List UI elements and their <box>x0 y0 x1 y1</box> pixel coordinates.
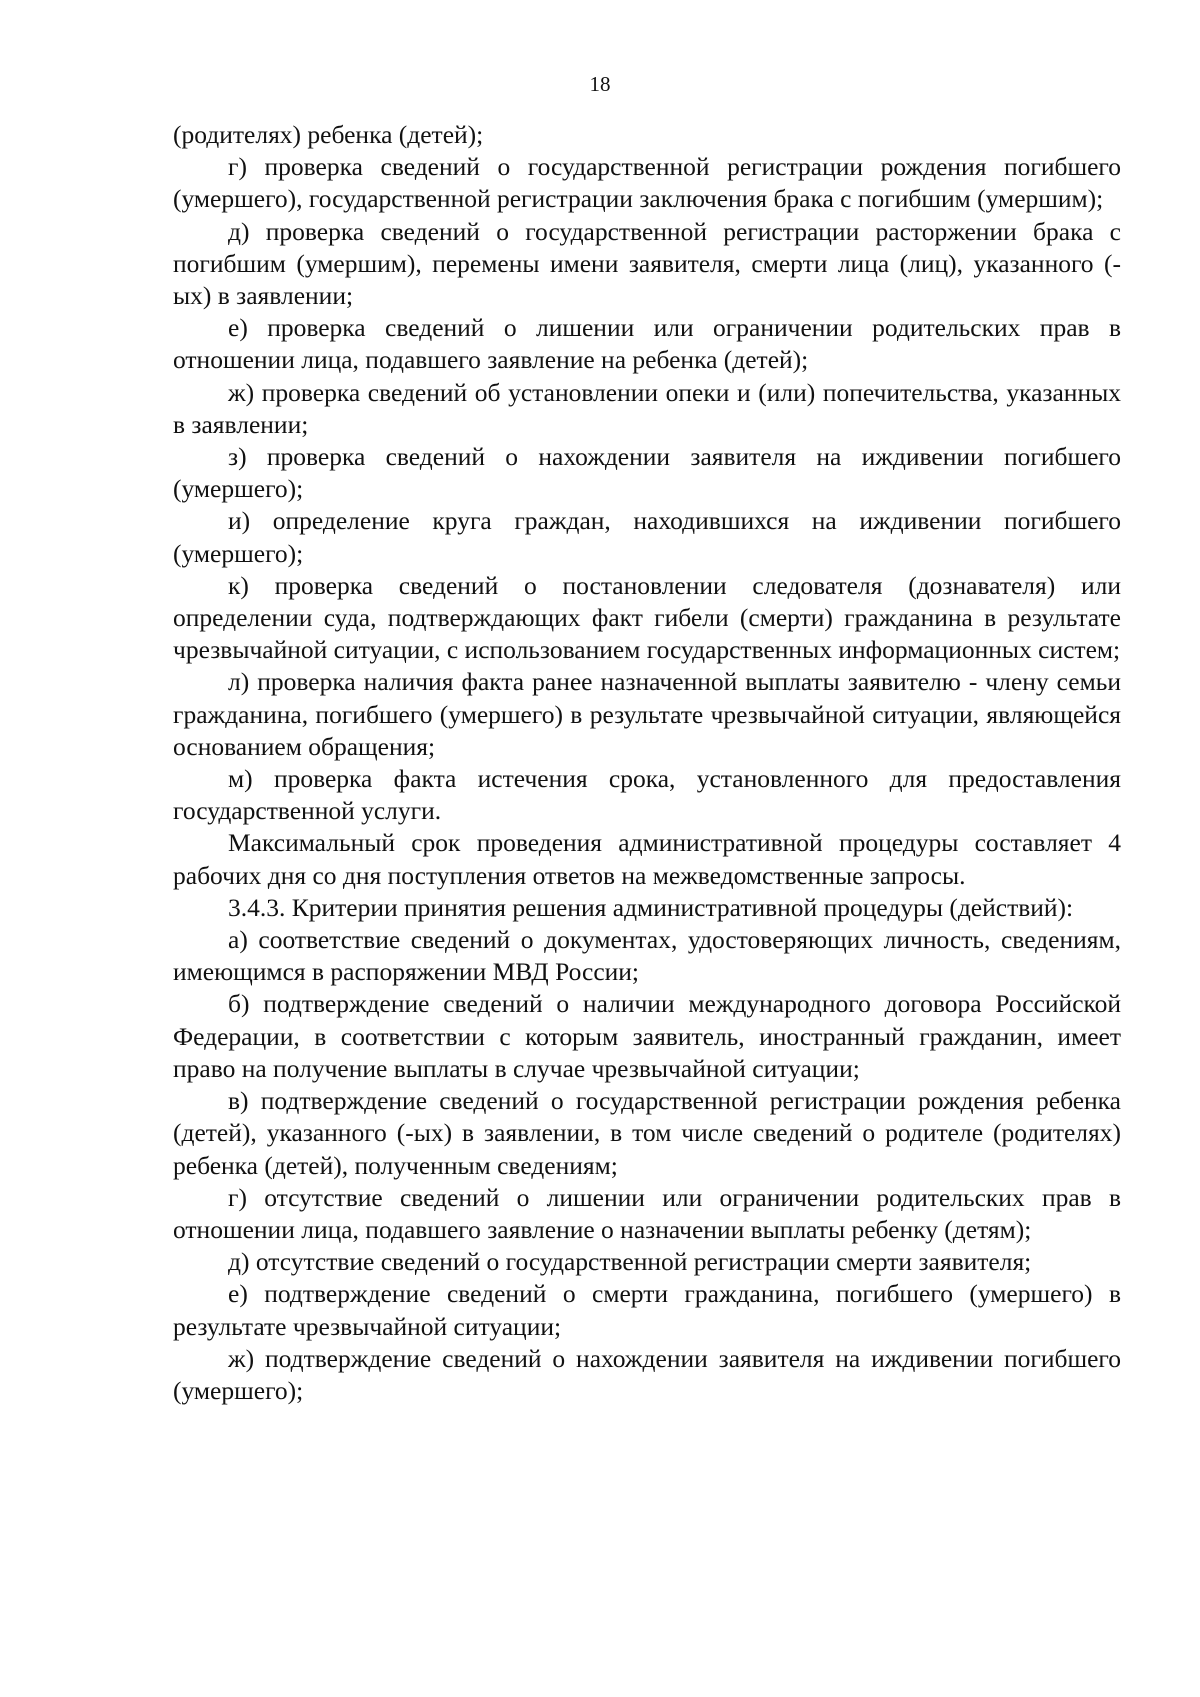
paragraph: д) отсутствие сведений о государственной регистрации смерти заявителя; <box>228 1247 1032 1277</box>
paragraph: 3.4.3. Критерии принятия решения административной процедуры (действий): <box>228 892 1074 922</box>
document-body <box>173 119 1121 1407</box>
paragraph: а) соответствие сведений о документах, удостоверяющих личность, сведениям, имеющимся в распоряжении МВД России; <box>173 925 1121 987</box>
paragraph: (родителях) ребенка (детей); <box>173 120 484 149</box>
paragraph: л) проверка наличия факта ранее назначенной выплаты заявителю - члену семьи гражданина, погибшего (умершего) в результате чрезвычайной ситуации, являющейся основанием обращения; <box>173 667 1121 761</box>
paragraph: к) проверка сведений о постановлении следователя (дознавателя) или определении суда, подтверждающих факт гибели (смерти) гражданина в результате чрезвычайной ситуации, с использованием государственных информационных систем; <box>173 570 1121 665</box>
paragraph: з) проверка сведений о нахождении заявителя на иждивении погибшего (умершего); <box>173 442 1121 504</box>
paragraph: д) проверка сведений о государственной регистрации расторжении брака с погибшим (умершим), перемены имени заявителя, смерти лица (лиц), указанного (-ых) в заявлении; <box>173 216 1121 311</box>
paragraph: Максимальный срок проведения административной процедуры составляет 4 рабочих дня со дня поступления ответов на межведомственные запросы. <box>173 828 1121 890</box>
paragraph: г) отсутствие сведений о лишении или ограничении родительских прав в отношении лица, подавшего заявление о назначении выплаты ребенку (детям); <box>173 1182 1121 1244</box>
paragraph: ж) проверка сведений об установлении опеки и (или) попечительства, указанных в заявлении; <box>173 377 1121 439</box>
page-number: 18 <box>589 72 611 96</box>
paragraph: в) подтверждение сведений о государственной регистрации рождения ребенка (детей), указанного (-ых) в заявлении, в том числе сведений о родителе (родителях) ребенка (детей), полученным сведениям; <box>173 1086 1121 1180</box>
paragraph: м) проверка факта истечения срока, установленного для предоставления государственной услуги. <box>173 764 1121 826</box>
paragraph: ж) подтверждение сведений о нахождении заявителя на иждивении погибшего (умершего); <box>173 1343 1121 1405</box>
paragraph: г) проверка сведений о государственной регистрации рождения погибшего (умершего), государственной регистрации заключения брака с погибшим (умершим); <box>173 152 1121 214</box>
paragraph: и) определение круга граждан, находившихся на иждивении погибшего (умершего); <box>173 506 1121 568</box>
paragraph: б) подтверждение сведений о наличии международного договора Российской Федерации, в соответствии с которым заявитель, иностранный гражданин, имеет право на получение выплаты в случае чрезвычайной ситуации; <box>173 989 1121 1083</box>
paragraph: е) подтверждение сведений о смерти гражданина, погибшего (умершего) в результате чрезвычайной ситуации; <box>173 1279 1121 1341</box>
paragraph: е) проверка сведений о лишении или ограничении родительских прав в отношении лица, подавшего заявление на ребенка (детей); <box>173 313 1121 375</box>
